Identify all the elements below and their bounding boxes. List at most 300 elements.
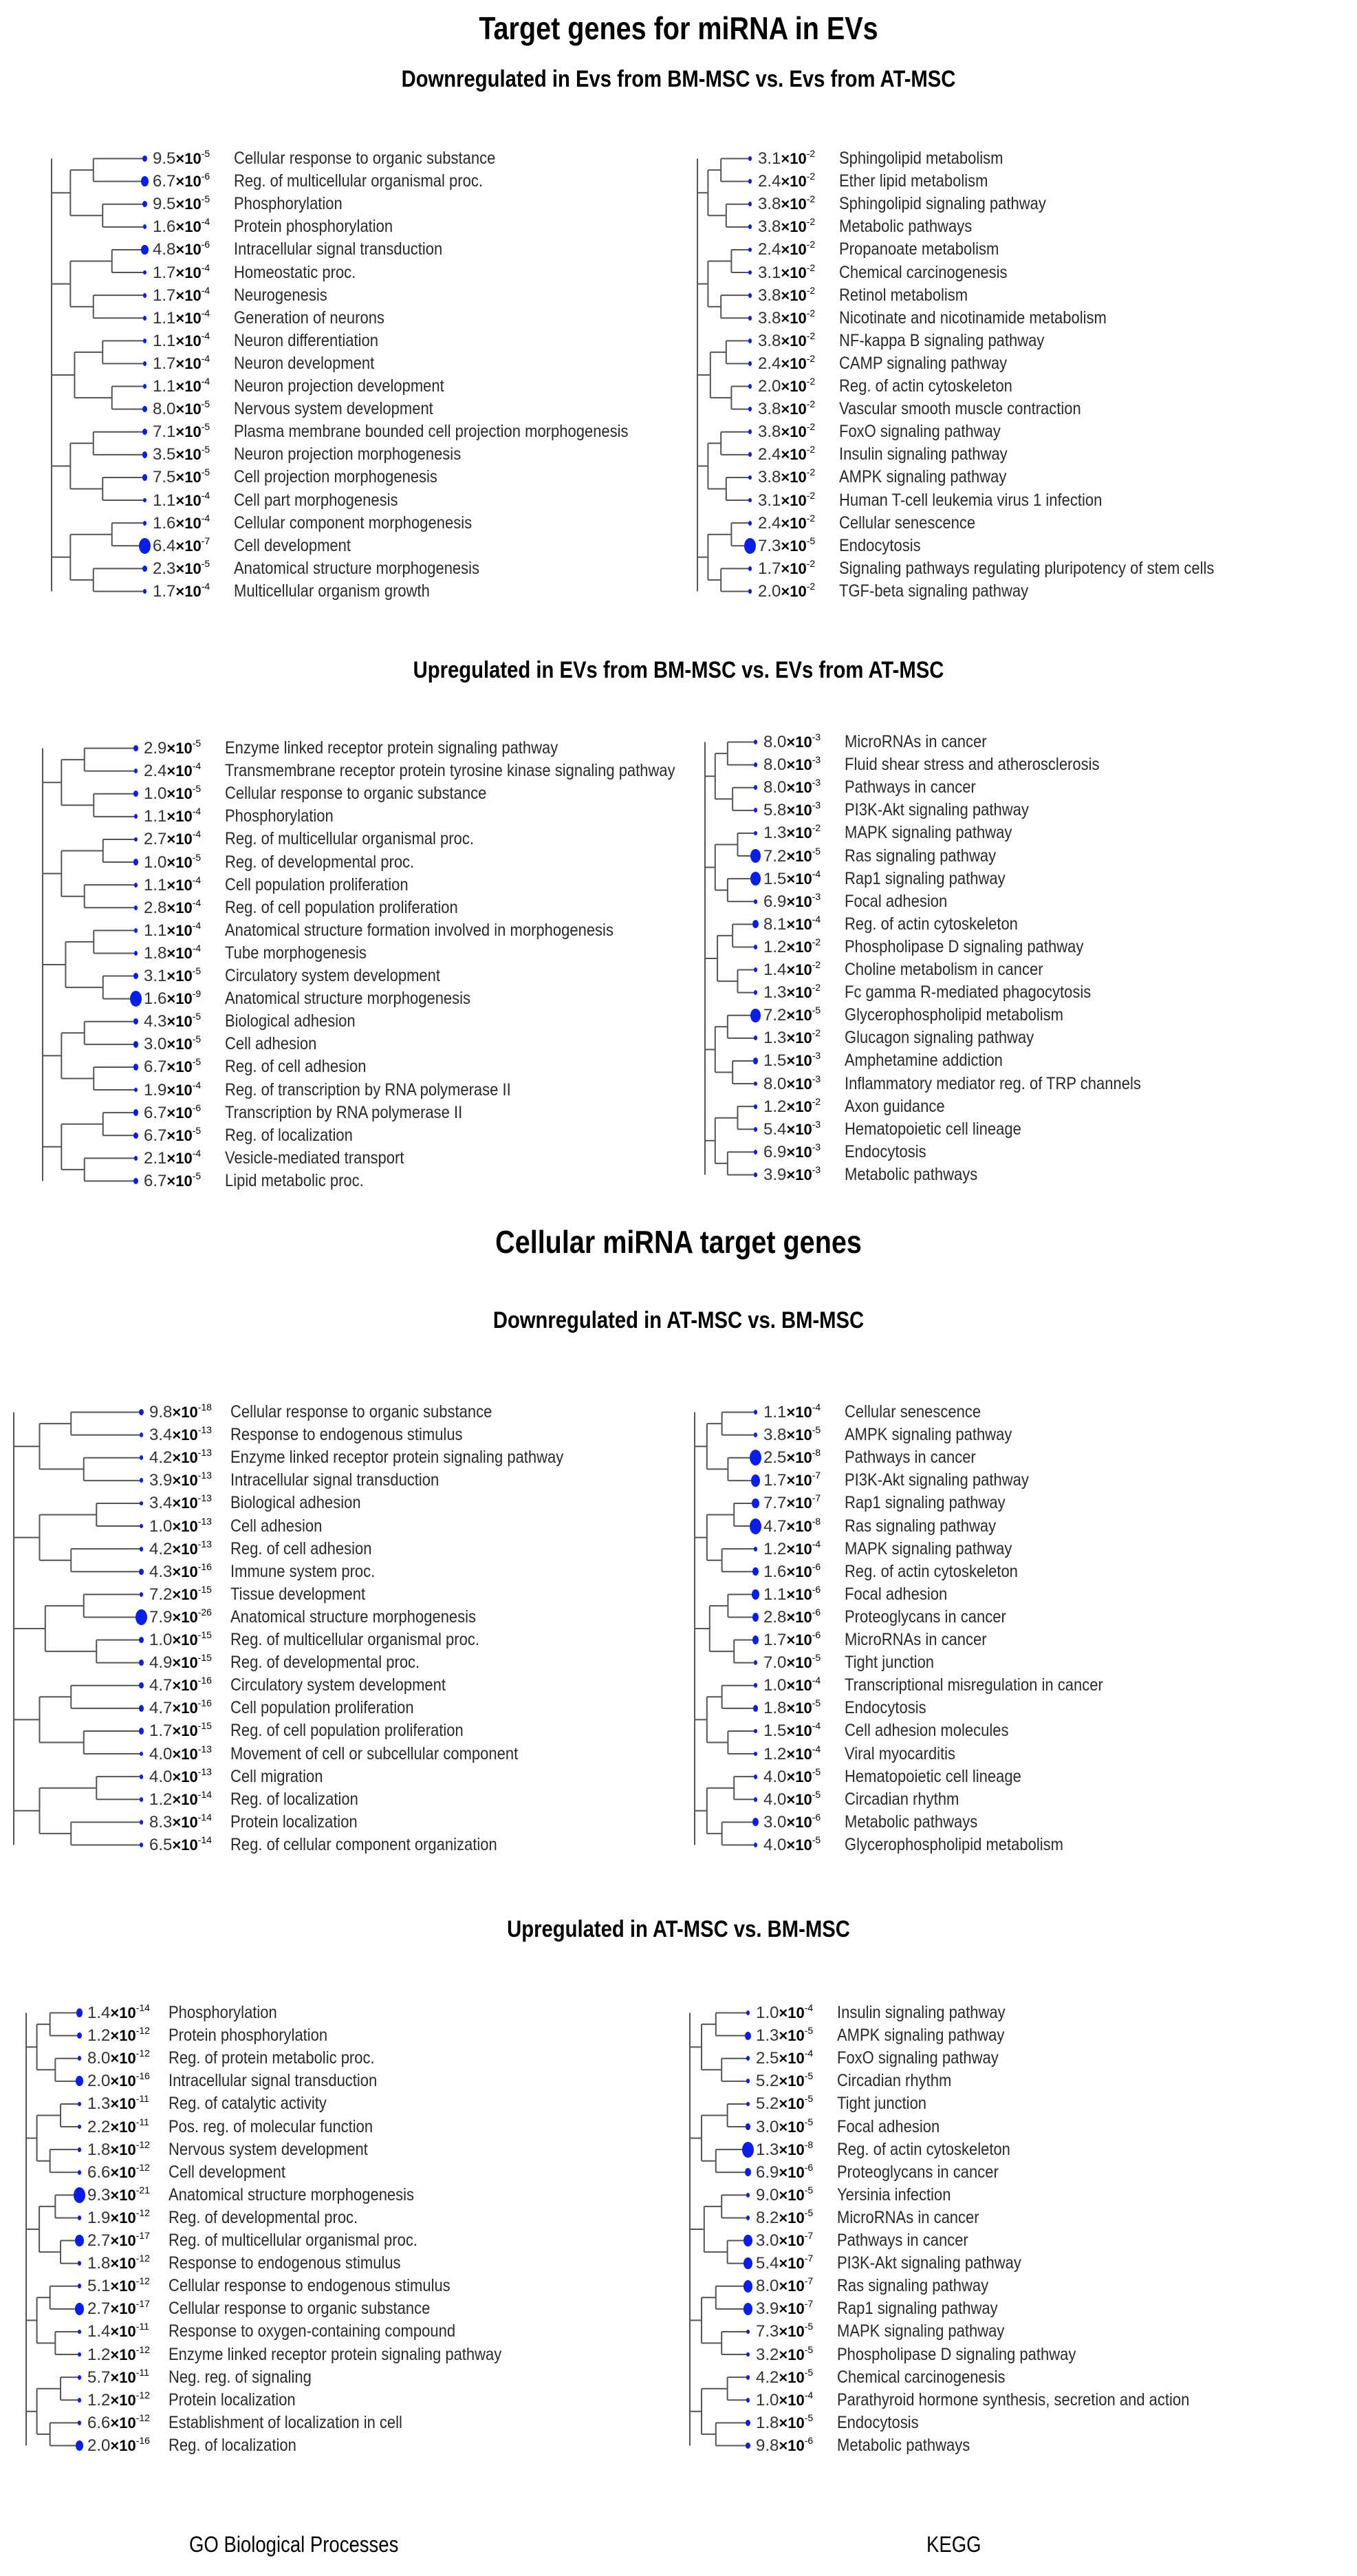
times-ten: ×10 — [172, 1472, 198, 1490]
kegg-pathway-label: Reg. of actin cytoskeleton — [845, 1561, 1018, 1581]
kegg-pathway-row — [688, 2229, 1357, 2252]
p-value — [153, 535, 210, 559]
times-ten: ×10 — [779, 2186, 805, 2204]
p-value-exponent: -14 — [197, 1834, 212, 1845]
times-ten: ×10 — [172, 1631, 198, 1649]
significance-dot-icon — [134, 883, 138, 888]
times-ten: ×10 — [166, 830, 193, 848]
times-ten: ×10 — [166, 1104, 193, 1121]
times-ten: ×10 — [175, 264, 202, 281]
significance-dot-icon — [754, 1104, 757, 1109]
significance-dot-icon — [75, 2303, 84, 2315]
kegg-pathway-label: AMPK signaling pathway — [839, 467, 1007, 487]
go-term-label: Anatomical structure morphogenesis — [234, 558, 480, 578]
p-value — [149, 1674, 212, 1699]
kegg-pathway-label: Rap1 signaling pathway — [837, 2299, 998, 2319]
kegg-pathway-row — [688, 1004, 1357, 1027]
kegg-pathway-row — [688, 958, 1357, 981]
go-term-label: Enzyme linked receptor protein signaling pathway — [225, 738, 558, 758]
p-value-exponent: -7 — [804, 2253, 814, 2264]
p-value-mantissa: 4.2 — [756, 2368, 779, 2387]
times-ten: ×10 — [781, 491, 807, 509]
p-value — [153, 557, 210, 582]
p-value-mantissa: 8.0 — [756, 2277, 779, 2296]
p-value-mantissa: 5.7 — [87, 2368, 111, 2387]
go-term-row — [0, 1788, 674, 1811]
kegg-pathway-label: FoxO signaling pathway — [839, 422, 1001, 442]
go-term-row — [0, 398, 674, 420]
section-title-cellular: Cellular miRNA target genes — [495, 1224, 862, 1260]
times-ten: ×10 — [786, 1540, 812, 1558]
go-term-row — [0, 2229, 674, 2252]
times-ten: ×10 — [166, 921, 193, 939]
kegg-pathway-row — [688, 2138, 1357, 2161]
p-value — [149, 1629, 212, 1653]
significance-dot-icon — [143, 270, 146, 275]
p-value-exponent: -13 — [197, 1765, 212, 1777]
times-ten: ×10 — [166, 990, 193, 1008]
times-ten: ×10 — [110, 2277, 136, 2295]
p-value — [149, 1401, 212, 1426]
kegg-pathway-label: Glycerophospholipid metabolism — [845, 1005, 1063, 1025]
significance-dot-icon — [143, 384, 146, 389]
p-value-mantissa: 3.0 — [144, 1035, 167, 1054]
kegg-pathway-row — [688, 1469, 1357, 1492]
kegg-pathway-row — [688, 238, 1357, 261]
footer-kegg-label: KEGG — [926, 2532, 981, 2557]
p-value-mantissa: 2.0 — [758, 581, 781, 601]
p-value — [144, 737, 201, 762]
kegg-pathway-row — [688, 1118, 1357, 1141]
p-value-exponent: -4 — [812, 1720, 821, 1732]
p-value-exponent: -5 — [804, 2093, 814, 2105]
go-term-row — [0, 535, 674, 557]
kegg-pathway-row — [688, 2024, 1357, 2047]
times-ten: ×10 — [781, 582, 807, 600]
p-value-exponent: -3 — [812, 1163, 821, 1175]
significance-dot-icon — [745, 2032, 751, 2040]
significance-dot-icon — [142, 474, 147, 480]
times-ten: ×10 — [781, 195, 807, 213]
kegg-pathway-label: Reg. of actin cytoskeleton — [839, 376, 1012, 396]
p-value-exponent: -2 — [812, 1095, 821, 1107]
significance-dot-icon — [746, 2420, 750, 2426]
kegg-pathway-label: Hematopoietic cell lineage — [845, 1119, 1021, 1139]
p-value-mantissa: 1.5 — [763, 869, 787, 888]
p-value-exponent: -5 — [201, 557, 210, 569]
significance-dot-icon — [754, 785, 757, 790]
significance-dot-icon — [754, 899, 757, 904]
p-value — [149, 1651, 212, 1676]
p-value-exponent: -6 — [812, 1560, 821, 1572]
p-value — [756, 2138, 813, 2163]
p-value-exponent: -4 — [201, 352, 210, 364]
p-value-exponent: -4 — [812, 1402, 821, 1413]
significance-dot-icon — [140, 1752, 143, 1757]
significance-dot-icon — [754, 1683, 757, 1688]
p-value-mantissa: 3.8 — [758, 422, 781, 442]
significance-dot-icon — [139, 1409, 144, 1415]
p-value-mantissa: 7.5 — [153, 468, 176, 487]
kegg-pathway-label: MAPK signaling pathway — [845, 1538, 1012, 1558]
times-ten: ×10 — [175, 150, 202, 167]
go-term-label: Vesicle-mediated transport — [225, 1148, 404, 1168]
go-term-label: Neg. reg. of signaling — [169, 2367, 312, 2387]
p-value-mantissa: 3.2 — [756, 2345, 779, 2364]
significance-dot-icon — [748, 316, 752, 321]
times-ten: ×10 — [175, 514, 202, 532]
kegg-pathway-row — [688, 2320, 1357, 2343]
kegg-pathway-label: MicroRNAs in cancer — [837, 2207, 979, 2227]
times-ten: ×10 — [786, 1768, 812, 1785]
go-term-label: Enzyme linked receptor protein signaling pathway — [230, 1448, 564, 1468]
p-value-mantissa: 1.0 — [144, 852, 167, 872]
p-value — [763, 1743, 821, 1768]
p-value-mantissa: 9.5 — [153, 149, 176, 168]
kegg-pathway-row — [688, 170, 1357, 193]
times-ten: ×10 — [786, 1745, 812, 1763]
p-value — [149, 1469, 212, 1494]
p-value-exponent: -4 — [804, 2389, 814, 2401]
p-value-exponent: -11 — [135, 2116, 149, 2127]
kegg-pathway-row — [688, 1719, 1357, 1742]
kegg-pathway-row — [688, 1492, 1357, 1514]
go-term-row — [0, 2047, 674, 2070]
p-value-mantissa: 1.7 — [758, 559, 781, 578]
go-term-label: Tube morphogenesis — [225, 943, 367, 963]
go-term-label: Neurogenesis — [234, 285, 327, 305]
p-value-exponent: -12 — [135, 2138, 150, 2150]
significance-dot-icon — [140, 1455, 143, 1460]
p-value-mantissa: 8.1 — [763, 914, 787, 934]
times-ten: ×10 — [166, 1126, 193, 1144]
significance-dot-icon — [134, 837, 138, 842]
p-value-exponent: -5 — [192, 1011, 202, 1022]
p-value-exponent: -2 — [806, 444, 816, 455]
significance-dot-icon — [143, 361, 146, 366]
p-value — [758, 557, 815, 582]
times-ten: ×10 — [786, 1631, 812, 1649]
kegg-pathway-row — [688, 2252, 1357, 2275]
p-value — [87, 2092, 149, 2117]
significance-dot-icon — [133, 791, 138, 797]
go-term-row — [0, 1147, 674, 1170]
significance-dot-icon — [143, 316, 146, 321]
significance-dot-icon — [748, 202, 752, 206]
p-value — [758, 261, 815, 286]
go-term-row — [0, 1010, 674, 1033]
p-value-exponent: -2 — [812, 822, 821, 834]
significance-dot-icon — [748, 293, 752, 298]
times-ten: ×10 — [172, 1699, 198, 1717]
go-term-row — [0, 1811, 674, 1834]
p-value — [763, 936, 821, 960]
p-value-exponent: -5 — [201, 421, 210, 433]
go-term-row — [0, 261, 674, 284]
times-ten: ×10 — [786, 1790, 812, 1808]
p-value-exponent: -8 — [812, 1515, 821, 1527]
kegg-pathway-row — [688, 2161, 1357, 2184]
significance-dot-icon — [78, 2125, 81, 2129]
p-value-mantissa: 6.7 — [153, 172, 176, 191]
p-value-mantissa: 5.8 — [763, 801, 787, 820]
p-value — [758, 215, 815, 240]
p-value-exponent: -5 — [201, 398, 210, 410]
significance-dot-icon — [142, 451, 147, 458]
times-ten: ×10 — [786, 824, 812, 842]
significance-dot-icon — [140, 1432, 143, 1437]
go-term-label: Protein phosphorylation — [234, 217, 393, 237]
go-term-row — [0, 193, 674, 215]
significance-dot-icon — [143, 339, 146, 343]
go-term-label: Reg. of protein metabolic proc. — [169, 2048, 375, 2068]
kegg-pathway-row — [688, 352, 1357, 375]
p-value-mantissa: 1.1 — [153, 308, 176, 328]
significance-dot-icon — [754, 1797, 757, 1802]
p-value-exponent: -4 — [192, 806, 202, 817]
p-value-mantissa: 8.0 — [153, 400, 176, 419]
p-value-mantissa: 1.2 — [763, 1097, 787, 1116]
p-value — [153, 307, 210, 332]
p-value-exponent: -8 — [812, 1447, 821, 1459]
times-ten: ×10 — [786, 733, 812, 751]
times-ten: ×10 — [781, 286, 807, 304]
significance-dot-icon — [142, 429, 147, 435]
go-term-row — [0, 147, 674, 170]
times-ten: ×10 — [172, 1745, 198, 1763]
significance-dot-icon — [143, 293, 146, 298]
kegg-pathway-row — [688, 1788, 1357, 1811]
p-value-mantissa: 1.8 — [756, 2413, 779, 2432]
significance-dot-icon — [743, 2235, 752, 2247]
times-ten: ×10 — [172, 1585, 198, 1603]
times-ten: ×10 — [110, 2186, 136, 2204]
times-ten: ×10 — [175, 446, 202, 464]
p-value-exponent: -5 — [806, 535, 816, 546]
p-value-mantissa: 1.1 — [763, 1403, 787, 1421]
times-ten: ×10 — [172, 1494, 198, 1512]
p-value-exponent: -2 — [806, 216, 816, 228]
p-value — [144, 782, 201, 807]
times-ten: ×10 — [786, 1654, 812, 1672]
go-term-row — [0, 1697, 674, 1719]
p-value-mantissa: 3.0 — [756, 2231, 779, 2250]
times-ten: ×10 — [786, 1563, 812, 1580]
significance-dot-icon — [77, 2032, 82, 2039]
p-value-exponent: -2 — [806, 512, 816, 524]
p-value-exponent: -6 — [804, 2161, 814, 2173]
go-term-row — [0, 1446, 674, 1469]
times-ten: ×10 — [781, 446, 807, 464]
times-ten: ×10 — [175, 378, 202, 395]
p-value-mantissa: 1.1 — [144, 807, 167, 826]
p-value-mantissa: 3.1 — [758, 263, 781, 282]
p-value-exponent: -14 — [197, 1811, 212, 1823]
go-term-label: Cellular component morphogenesis — [234, 513, 473, 533]
p-value — [87, 2207, 150, 2231]
kegg-pathway-label: MAPK signaling pathway — [845, 823, 1012, 843]
p-value-exponent: -2 — [812, 1027, 821, 1039]
go-term-row — [0, 330, 674, 352]
go-term-label: Reg. of multicellular organismal proc. — [169, 2231, 417, 2250]
significance-dot-icon — [752, 1613, 759, 1621]
go-term-row — [0, 1055, 674, 1078]
p-value-exponent: -12 — [135, 2253, 150, 2264]
p-value — [149, 1697, 212, 1721]
kegg-pathway-row — [688, 2412, 1357, 2434]
p-value-mantissa: 4.9 — [149, 1653, 173, 1673]
kegg-pathway-row — [688, 1027, 1357, 1049]
kegg-pathway-label: MicroRNAs in cancer — [845, 732, 987, 751]
significance-dot-icon — [748, 361, 752, 366]
significance-dot-icon — [748, 566, 752, 571]
p-value — [153, 489, 210, 514]
p-value-mantissa: 2.9 — [144, 739, 167, 758]
go-term-row — [0, 1469, 674, 1492]
p-value — [763, 1674, 821, 1699]
p-value — [144, 1010, 201, 1035]
p-value-mantissa: 6.6 — [87, 2162, 111, 2182]
kegg-pathway-label: Retinol metabolism — [839, 285, 968, 305]
kegg-pathway-row — [688, 193, 1357, 215]
kegg-pathway-label: Propanoate metabolism — [839, 239, 999, 259]
go-term-label: Response to endogenous stimulus — [230, 1425, 463, 1445]
significance-dot-icon — [139, 1728, 144, 1734]
significance-dot-icon — [134, 951, 138, 956]
kegg-pathway-row — [688, 420, 1357, 443]
go-term-row — [0, 1583, 674, 1606]
p-value — [153, 466, 210, 491]
significance-dot-icon — [754, 1172, 757, 1177]
times-ten: ×10 — [781, 378, 807, 395]
kegg-pathway-label: Reg. of actin cytoskeleton — [845, 914, 1018, 934]
times-ten: ×10 — [110, 2140, 136, 2158]
significance-dot-icon — [130, 991, 142, 1007]
p-value — [87, 2047, 150, 2072]
significance-dot-icon — [753, 1058, 758, 1064]
times-ten: ×10 — [110, 2232, 136, 2249]
go-term-label: Circulatory system development — [225, 966, 441, 985]
p-value-exponent: -2 — [806, 489, 816, 501]
p-value-mantissa: 3.8 — [758, 308, 781, 328]
kegg-pathway-row — [688, 1446, 1357, 1469]
kegg-pathway-label: Ras signaling pathway — [845, 1516, 997, 1536]
kegg-pathway-label: PI3K-Akt signaling pathway — [837, 2253, 1021, 2273]
times-ten: ×10 — [110, 2323, 136, 2341]
go-term-row — [0, 420, 674, 443]
p-value-mantissa: 5.2 — [756, 2094, 779, 2114]
times-ten: ×10 — [166, 1172, 193, 1190]
kegg-pathway-row — [688, 535, 1357, 557]
p-value — [756, 2024, 813, 2049]
p-value — [756, 2207, 813, 2231]
kegg-pathway-row — [688, 753, 1357, 776]
p-value — [144, 760, 201, 784]
p-value — [758, 535, 815, 559]
significance-dot-icon — [143, 521, 146, 526]
p-value — [756, 2116, 813, 2140]
p-value — [758, 512, 815, 537]
p-value-mantissa: 7.2 — [763, 846, 787, 866]
times-ten: ×10 — [781, 332, 807, 350]
p-value-exponent: -4 — [192, 942, 202, 954]
kegg-pathway-row — [688, 1538, 1357, 1560]
significance-dot-icon — [743, 2303, 752, 2315]
p-value-mantissa: 8.0 — [763, 733, 787, 751]
times-ten: ×10 — [786, 1836, 812, 1854]
times-ten: ×10 — [786, 1517, 812, 1535]
p-value — [87, 2229, 150, 2254]
go-term-row — [0, 1424, 674, 1446]
significance-dot-icon — [746, 2123, 750, 2129]
kegg-pathway-label: Sphingolipid signaling pathway — [839, 194, 1046, 214]
kegg-pathway-label: Metabolic pathways — [845, 1812, 978, 1832]
p-value-exponent: -5 — [812, 845, 821, 857]
kegg-pathway-row — [688, 147, 1357, 170]
significance-dot-icon — [746, 2010, 750, 2015]
significance-dot-icon — [143, 589, 146, 594]
p-value-exponent: -2 — [806, 307, 816, 319]
go-term-row — [0, 2434, 674, 2457]
go-term-row — [0, 375, 674, 398]
p-value — [87, 2320, 149, 2345]
times-ten: ×10 — [786, 1052, 812, 1070]
p-value-mantissa: 1.8 — [763, 1699, 787, 1718]
p-value-mantissa: 7.3 — [758, 536, 781, 555]
p-value-mantissa: 2.4 — [758, 172, 781, 191]
p-value-exponent: -3 — [812, 754, 821, 766]
p-value-mantissa: 2.0 — [87, 2436, 111, 2455]
p-value — [756, 2343, 813, 2368]
p-value-mantissa: 1.7 — [153, 581, 176, 601]
p-value-mantissa: 1.0 — [144, 784, 167, 804]
kegg-pathway-row — [688, 2434, 1357, 2457]
p-value-mantissa: 4.2 — [149, 1448, 173, 1468]
p-value-mantissa: 4.3 — [149, 1562, 173, 1581]
p-value — [153, 512, 210, 537]
go-term-label: Phosphorylation — [225, 806, 334, 826]
p-value-exponent: -8 — [804, 2138, 814, 2150]
p-value-exponent: -4 — [192, 1079, 202, 1091]
p-value — [763, 1073, 821, 1097]
significance-dot-icon — [134, 928, 138, 933]
significance-dot-icon — [754, 1547, 757, 1552]
p-value-mantissa: 1.4 — [763, 960, 787, 979]
significance-dot-icon — [746, 2193, 750, 2198]
p-value — [153, 215, 210, 240]
p-value-mantissa: 1.1 — [763, 1585, 787, 1604]
times-ten: ×10 — [779, 2300, 805, 2318]
go-term-row — [0, 805, 674, 828]
p-value-mantissa: 1.6 — [153, 513, 176, 533]
significance-dot-icon — [754, 967, 757, 972]
times-ten: ×10 — [781, 218, 807, 236]
kegg-pathway-row — [688, 936, 1357, 958]
kegg-pathway-label: Glycerophospholipid metabolism — [845, 1834, 1063, 1854]
p-value-mantissa: 4.7 — [763, 1516, 787, 1536]
kegg-pathway-row — [688, 1401, 1357, 1424]
kegg-pathway-label: Pathways in cancer — [837, 2231, 968, 2250]
p-value-mantissa: 2.4 — [144, 762, 167, 781]
significance-dot-icon — [139, 1705, 144, 1711]
times-ten: ×10 — [779, 2118, 805, 2136]
kegg-pathway-row — [688, 1049, 1357, 1072]
significance-dot-icon — [746, 2398, 750, 2403]
p-value-exponent: -6 — [812, 1629, 821, 1640]
kegg-pathway-row — [688, 466, 1357, 489]
go-term-label: Nervous system development — [234, 399, 433, 419]
kegg-pathway-row — [688, 1073, 1357, 1095]
